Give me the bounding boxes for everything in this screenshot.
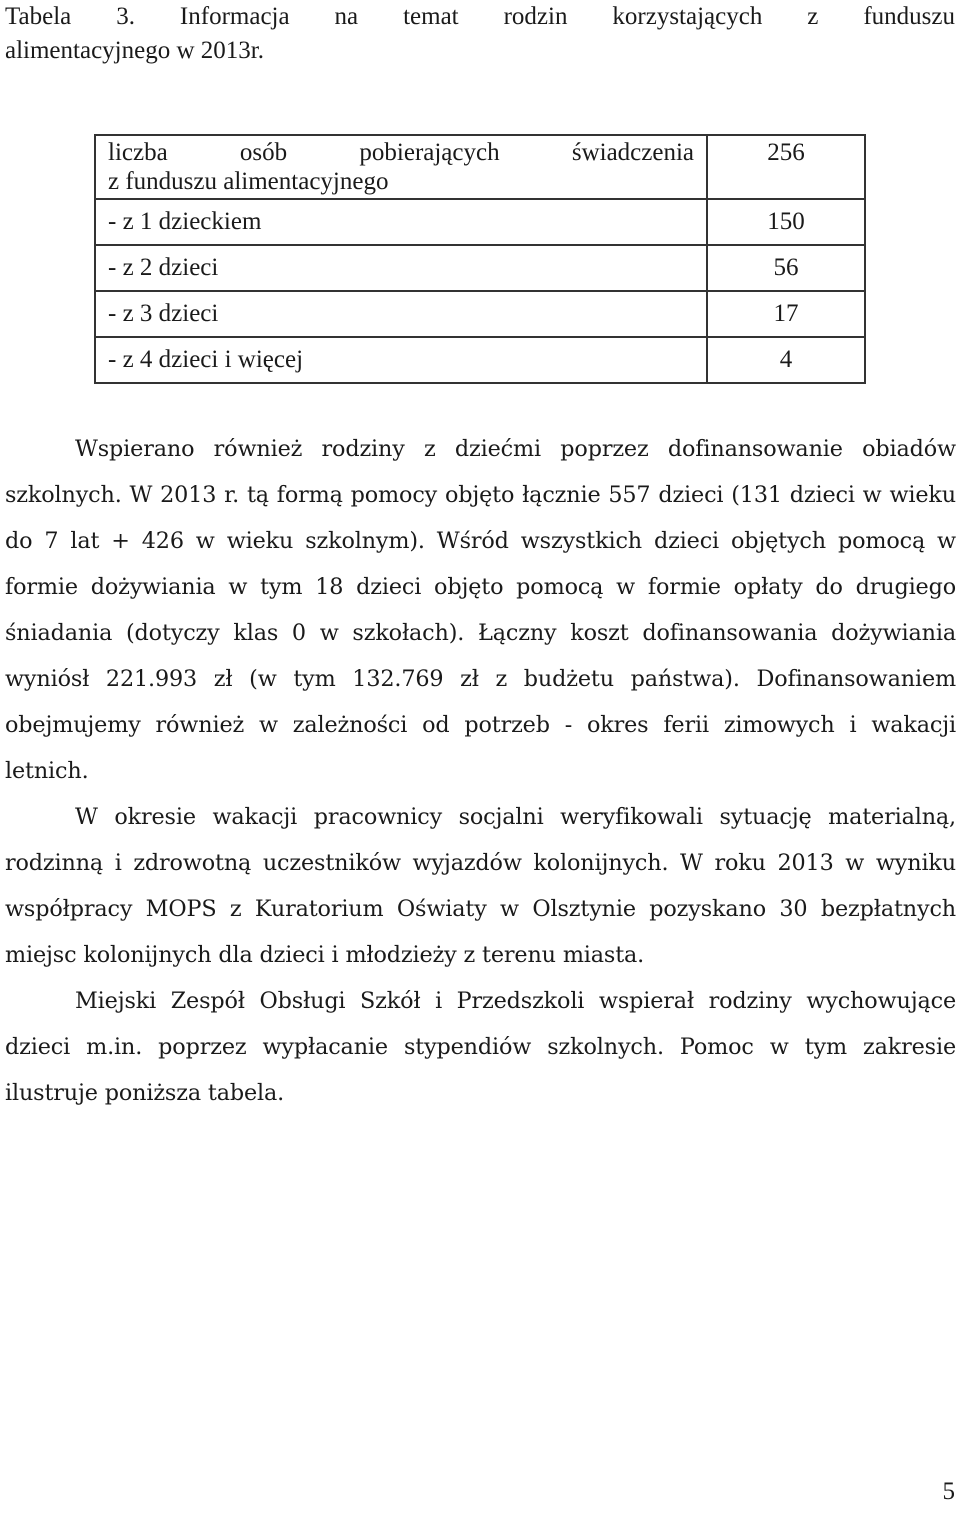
- row-label-line-2: z funduszu alimentacyjnego: [108, 168, 389, 195]
- table-cell-label: - z 3 dzieci: [95, 291, 707, 337]
- table-cell-label: - z 1 dzieckiem: [95, 199, 707, 245]
- row-label-line-1: liczba osób pobierających świadczenia: [108, 139, 694, 166]
- table-cell-value: 256: [707, 135, 865, 199]
- table-row: [95, 245, 865, 291]
- table-caption: [5, 0, 955, 68]
- caption-line-1: Tabela 3. Informacja na temat rodzin korzystających z funduszu: [5, 3, 955, 30]
- table-cell-value: 4: [707, 337, 865, 383]
- body-text: [5, 426, 956, 1116]
- paragraph-school-meals: Wspierano również rodziny z dziećmi poprzez dofinansowanie obiadów szkolnych. W 2013 r. tą formą pomocy objęto łącznie 557 dzieci (131 dzieci w wieku do 7 lat + 426 w wieku szkolnym). Wśród wszystkich dzieci objętych pomocą w formie dożywiania w tym 18 dzieci objęto pomocą w formie opłaty do drugiego śniadania (dotyczy klas 0 w szkołach). Łączny koszt dofinansowania dożywiania wyniósł 221.993 zł (w tym 132.769 zł z budżetu państwa). Dofinansowaniem obejmujemy również w zależności od potrzeb - okres ferii zimowych i wakacji letnich.: [5, 436, 956, 784]
- table-row: [95, 291, 865, 337]
- page-number: 5: [942, 1478, 955, 1505]
- table-row: [95, 135, 865, 199]
- table-cell-label: - z 2 dzieci: [95, 245, 707, 291]
- table-cell-value: 150: [707, 199, 865, 245]
- caption-line-2: alimentacyjnego w 2013r.: [5, 37, 264, 64]
- table-cell-label: [95, 135, 707, 199]
- paragraph-scholarships: Miejski Zespół Obsługi Szkół i Przedszkoli wspierał rodziny wychowujące dzieci m.in. poprzez wypłacanie stypendiów szkolnych. Pomoc w tym zakresie ilustruje poniższa tabela.: [5, 988, 956, 1106]
- table-cell-label: - z 4 dzieci i więcej: [95, 337, 707, 383]
- table-cell-value: 17: [707, 291, 865, 337]
- table-row: [95, 199, 865, 245]
- table-cell-value: 56: [707, 245, 865, 291]
- alimony-fund-table: [94, 134, 866, 384]
- paragraph-summer-camps: W okresie wakacji pracownicy socjalni weryfikowali sytuację materialną, rodzinną i zdrowotną uczestników wyjazdów kolonijnych. W roku 2013 w wyniku współpracy MOPS z Kuratorium Oświaty w Olsztynie pozyskano 30 bezpłatnych miejsc kolonijnych dla dzieci i młodzieży z terenu miasta.: [5, 804, 956, 968]
- table-row: [95, 337, 865, 383]
